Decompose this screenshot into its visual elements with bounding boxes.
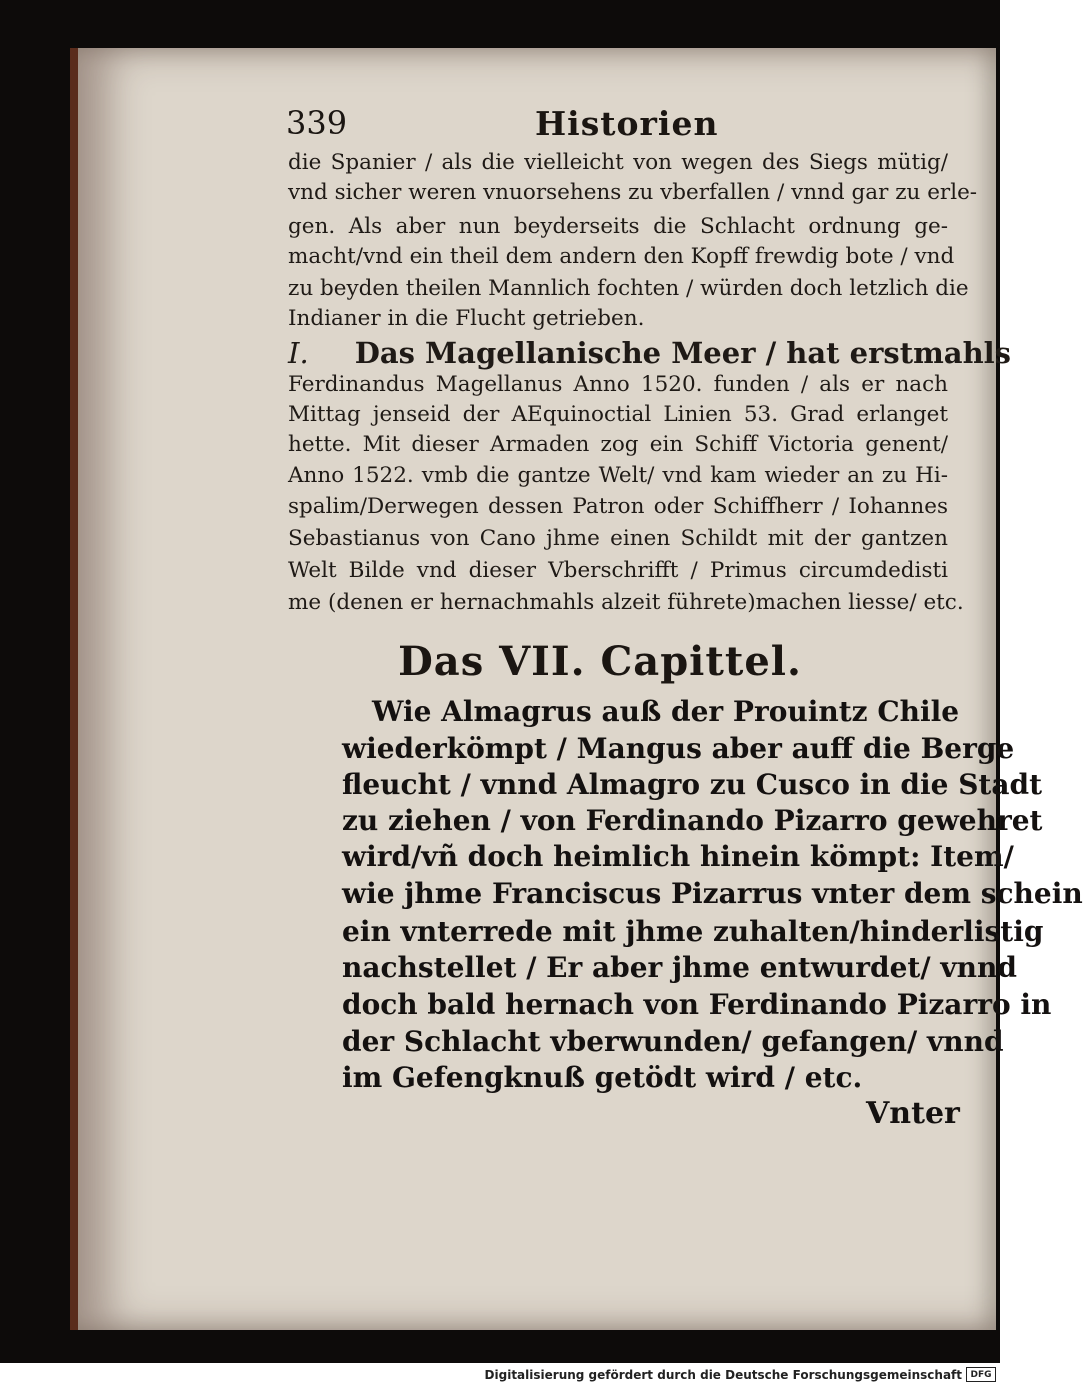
note-line: Welt Bilde vnd dieser Vberschrifft / Primus circumdedisti: [288, 558, 948, 583]
chapter-title: Das VII. Capittel.: [398, 638, 802, 685]
summary-line: nachstellet / Er aber jhme entwurdet/ vnnd: [342, 951, 1017, 984]
summary-line: wird/vñ doch heimlich hinein kömpt: Item/: [342, 840, 1014, 873]
note-line: hette. Mit dieser Armaden zog ein Schiff Victoria genent/: [288, 432, 948, 457]
note-line: Mittag jenseid der AEquinoctial Linien 53. Grad erlanget: [288, 402, 948, 427]
catchword: Vnter: [866, 1096, 960, 1131]
body-line: die Spanier / als die vielleicht von wegen des Siegs mütig/: [288, 150, 948, 175]
note-line: Sebastianus von Cano jhme einen Schildt mit der gantzen: [288, 526, 948, 551]
note-line: Anno 1522. vmb die gantze Welt/ vnd kam wieder an zu Hi-: [288, 463, 948, 488]
body-line: gen. Als aber nun beyderseits die Schlacht ordnung ge-: [288, 214, 948, 239]
funding-credit: Digitalisierung gefördert durch die Deutsche Forschungsgemeinschaft: [484, 1368, 962, 1382]
note-heading-line: [288, 336, 1011, 374]
summary-line: doch bald hernach von Ferdinando Pizarro in: [342, 988, 1052, 1021]
body-line: zu beyden theilen Mannlich fochten / würden doch letzlich die: [288, 276, 969, 301]
note-marker: I.: [288, 336, 309, 370]
dfg-logo-icon: DFG: [966, 1367, 996, 1382]
summary-line: wiederkömpt / Mangus aber auff die Berge: [342, 732, 1015, 765]
note-heading: Das Magellanische Meer / hat erstmahls: [354, 336, 1011, 370]
body-line: macht/vnd ein theil dem andern den Kopff frewdig bote / vnd: [288, 244, 955, 269]
summary-line: zu ziehen / von Ferdinando Pizarro gewehret: [342, 804, 1043, 837]
page-number: 339: [286, 104, 348, 142]
body-line: vnd sicher weren vnuorsehens zu vberfallen / vnnd gar zu erle-: [288, 180, 978, 205]
summary-line: wie jhme Franciscus Pizarrus vnter dem schein: [342, 877, 1083, 910]
summary-line: im Gefengknuß getödt wird / etc.: [342, 1061, 863, 1094]
running-title: Historien: [535, 104, 719, 143]
note-line: Ferdinandus Magellanus Anno 1520. funden / als er nach: [288, 372, 948, 397]
summary-line: der Schlacht vberwunden/ gefangen/ vnnd: [342, 1025, 1004, 1058]
summary-line: ein vnterrede mit jhme zuhalten/hinderlistig: [342, 915, 1044, 948]
footer-bar: [0, 1363, 1000, 1387]
body-line: Indianer in die Flucht getrieben.: [288, 306, 645, 331]
note-line: spalim/Derwegen dessen Patron oder Schiffherr / Iohannes: [288, 494, 948, 519]
note-line: me (denen er hernachmahls alzeit führete)machen liesse/ etc.: [288, 590, 964, 615]
summary-line: Wie Almagrus auß der Prouintz Chile: [372, 695, 960, 728]
summary-line: fleucht / vnnd Almagro zu Cusco in die Stadt: [342, 768, 1042, 801]
